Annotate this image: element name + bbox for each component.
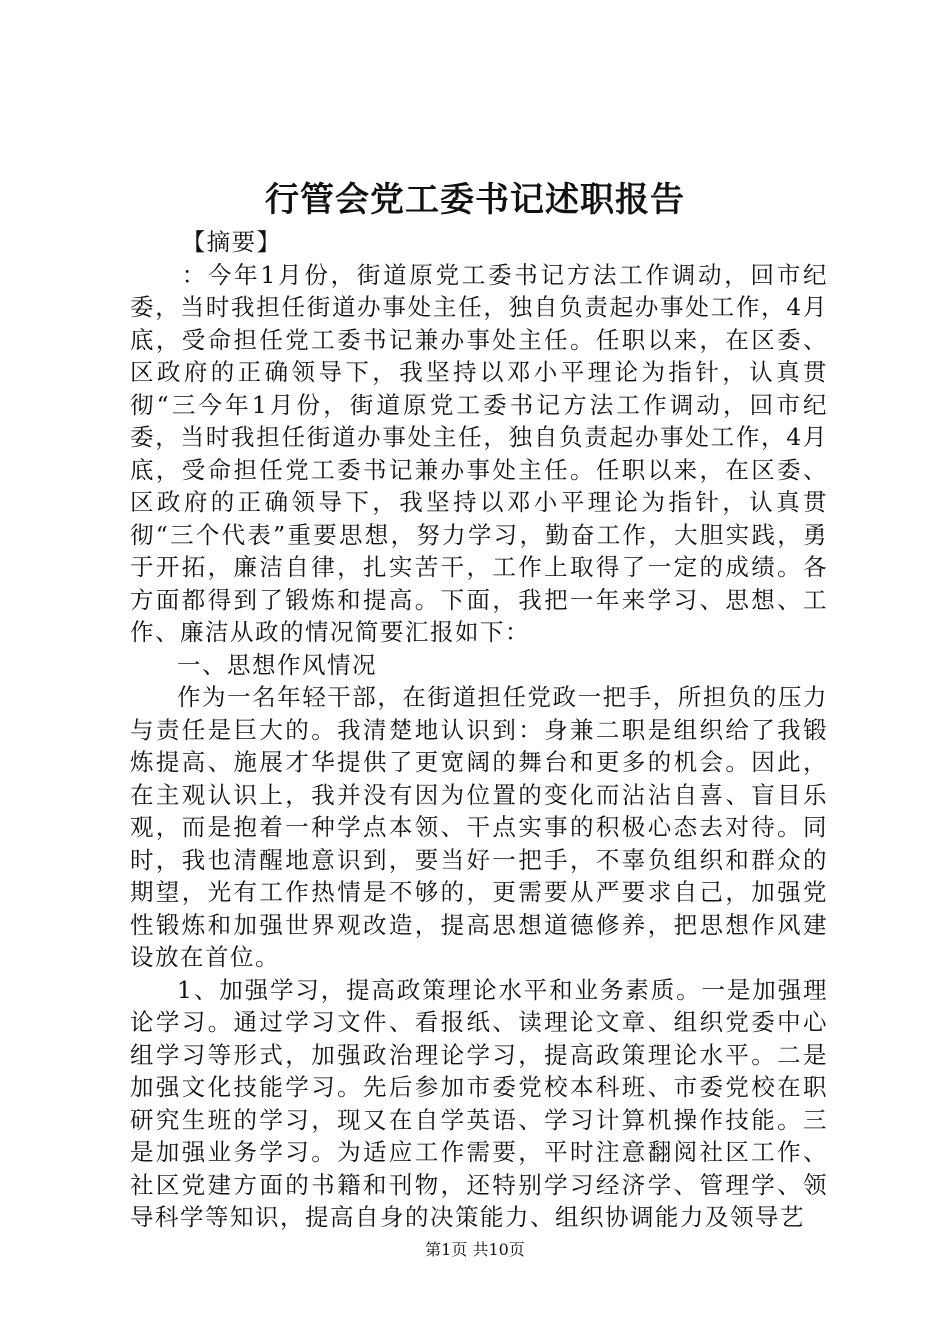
page-number: 第1页 共10页 <box>425 1240 525 1259</box>
paragraph-abstract: ：今年1月份，街道原党工委书记方法工作调动，回市纪委，当时我担任街道办事处主任，独自负责起办事处工作，4月底，受命担任党工委书记兼办事处主任。任职以来，在区委、区政府的正确领导下，我坚持以邓小平理论为指针，认真贯彻“三今年1月份，街道原党工委书记方法工作调动，回市纪委，当时我担任街道办事处主任，独自负责起办事处工作，4月底，受命担任党工委书记兼办事处主任。任职以来，在区委、区政府的正确领导下，我坚持以邓小平理论为指针，认真贯彻“三个代表”重要思想，努力学习，勤奋工作，大胆实践，勇于开拓，廉洁自律，扎实苦干，工作上取得了一定的成绩。各方面都得到了锻炼和提高。下面，我把一年来学习、思想、工作、廉洁从政的情况简要汇报如下： <box>130 260 828 646</box>
section-heading: 一、思想作风情况 <box>177 650 377 679</box>
document-body <box>130 226 828 1234</box>
paragraph-study: 1、加强学习，提高政策理论水平和业务素质。一是加强理论学习。通过学习文件、看报纸、读理论文章、组织党委中心组学习等形式，加强政治理论学习，提高政策理论水平。二是加强文化技能学习。先后参加市委党校本科班、市委党校在职研究生班的学习，现又在自学英语、学习计算机操作技能。三是加强业务学习。为适应工作需要，平时注意翻阅社区工作、社区党建方面的书籍和刊物，还特别学习经济学、管理学、领导科学等知识，提高自身的决策能力、组织协调能力及领导艺 <box>130 975 828 1231</box>
abstract-label: 【摘要】 <box>181 228 282 256</box>
paragraph-thought-style: 作为一名年轻干部，在街道担任党政一把手，所担负的压力与责任是巨大的。我清楚地认识到：身兼二职是组织给了我锻炼提高、施展才华提供了更宽阔的舞台和更多的机会。因此，在主观认识上，我并没有因为位置的变化而沾沾自喜、盲目乐观，而是抱着一种学点本领、干点实事的积极心态去对待。同时，我也清醒地意识到，要当好一把手，不辜负组织和群众的期望，光有工作热情是不够的，更需要从严要求自己，加强党性锻炼和加强世界观改造，提高思想道德修养，把思想作风建设放在首位。 <box>130 683 828 971</box>
document-title: 行管会党工委书记述职报告 <box>265 180 685 220</box>
